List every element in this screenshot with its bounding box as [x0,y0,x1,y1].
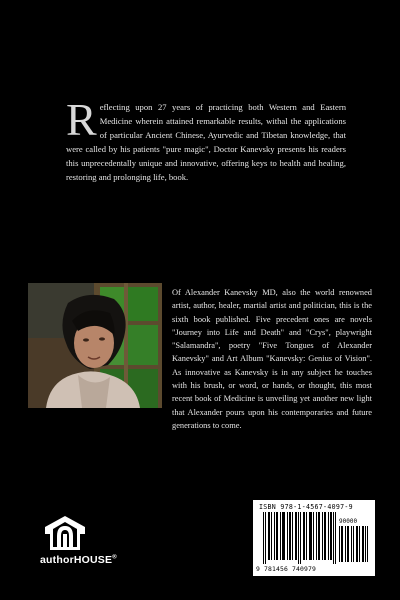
drop-cap: R [66,94,97,145]
ean-barcode-bars [261,512,337,564]
author-bio: Of Alexander Kanevsky MD, also the world renowned artist, author, healer, martial artist and politician, this is the sixth book published. Five precedent ones are novels "Journey into Life and Death" and "Crys", playwright "Salamandra", poetry "Five Tongues of Alexander Kanevsky" and Art Album "Kanevsky: Genius of Vision". As innovative as Kanevsky is in any subject he touches with his brush, or word, or hands, or thought, this most recent book of Medicine is unveiling yet another new light that Alexander pours upon his contemporaries and future generations to come. [172,288,372,430]
blurb-text: eflecting upon 27 years of practicing both Western and Eastern Medicine wherein attained remarkable results, withal the applications of particular Ancient Chinese, Ayurvedic and Tibetan knowledge, that were called by his patients "pure magic", Doctor Kanevsky presents his readers this unprecedentally unique and innovative, offering keys to health and healing, restoring and prolonging life, book. [66,102,346,182]
price-code: 90000 [339,518,358,525]
author-photo [28,283,162,408]
isbn-barcode [253,500,375,576]
publisher-logo [40,514,120,574]
publisher-name: authorHOUSE® [40,554,117,566]
price-barcode-bars [339,526,369,562]
barcode-digits: 9 781456 740979 [256,565,316,573]
back-cover-blurb [66,94,346,184]
house-icon [42,514,88,552]
isbn-number: ISBN 978-1-4567-4097-9 [259,503,353,511]
